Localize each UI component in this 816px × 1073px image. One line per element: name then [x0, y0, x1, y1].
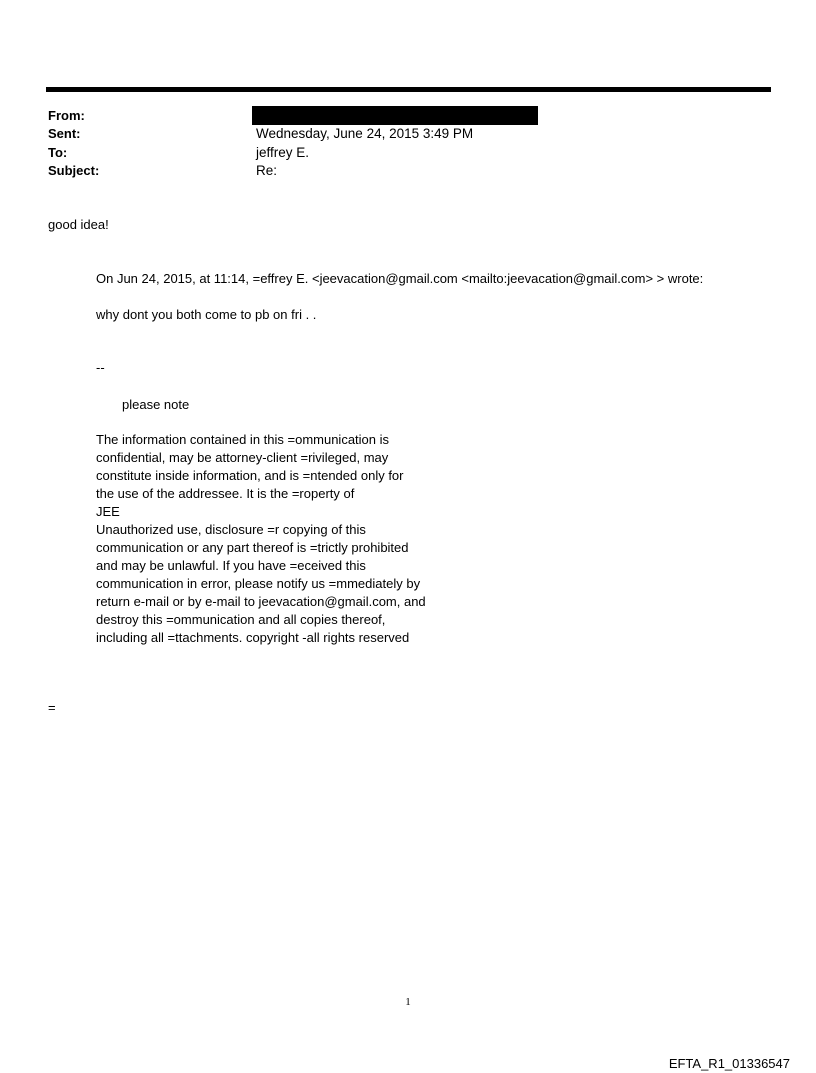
disclaimer-line: and may be unlawful. If you have =eceived this [96, 558, 366, 573]
disclaimer-line: destroy this =ommunication and all copies thereof, [96, 612, 386, 627]
trailing-equals: = [48, 700, 56, 715]
quote-message: why dont you both come to pb on fri . . [96, 307, 317, 322]
disclaimer-line: return e-mail or by e-mail to jeevacation@gmail.com, and [96, 594, 426, 609]
disclaimer-line: communication or any part thereof is =trictly prohibited [96, 540, 409, 555]
subject-label: Subject: [48, 163, 100, 178]
confidentiality-disclaimer [96, 431, 456, 647]
page-number: 1 [405, 996, 411, 1008]
sent-value: Wednesday, June 24, 2015 3:49 PM [256, 126, 474, 141]
subject-value: Re: [256, 163, 278, 178]
disclaimer-line: The information contained in this =ommunication is [96, 432, 390, 447]
disclaimer-line: JEE [96, 504, 120, 519]
from-label: From: [48, 108, 85, 123]
to-value: jeffrey E. [256, 145, 310, 160]
disclaimer-line: communication in error, please notify us =mmediately by [96, 576, 421, 591]
document-id: EFTA_R1_01336547 [668, 1056, 790, 1071]
please-note: please note [122, 397, 190, 412]
to-label: To: [48, 145, 68, 160]
reply-text: good idea! [48, 217, 109, 232]
header-rule [46, 87, 771, 92]
disclaimer-line: including all =ttachments. copyright -all rights reserved [96, 630, 410, 645]
sent-label: Sent: [48, 126, 81, 141]
disclaimer-line: constitute inside information, and is =ntended only for [96, 468, 404, 483]
disclaimer-line: confidential, may be attorney-client =rivileged, may [96, 450, 389, 465]
from-redaction [252, 106, 538, 125]
disclaimer-line: Unauthorized use, disclosure =r copying of this [96, 522, 366, 537]
quote-intro: On Jun 24, 2015, at 11:14, =effrey E. <jeevacation@gmail.com <mailto:jeevacation@gmail.com> > wrote: [96, 271, 704, 286]
signature-dash: -- [96, 360, 105, 375]
disclaimer-line: the use of the addressee. It is the =roperty of [96, 486, 355, 501]
